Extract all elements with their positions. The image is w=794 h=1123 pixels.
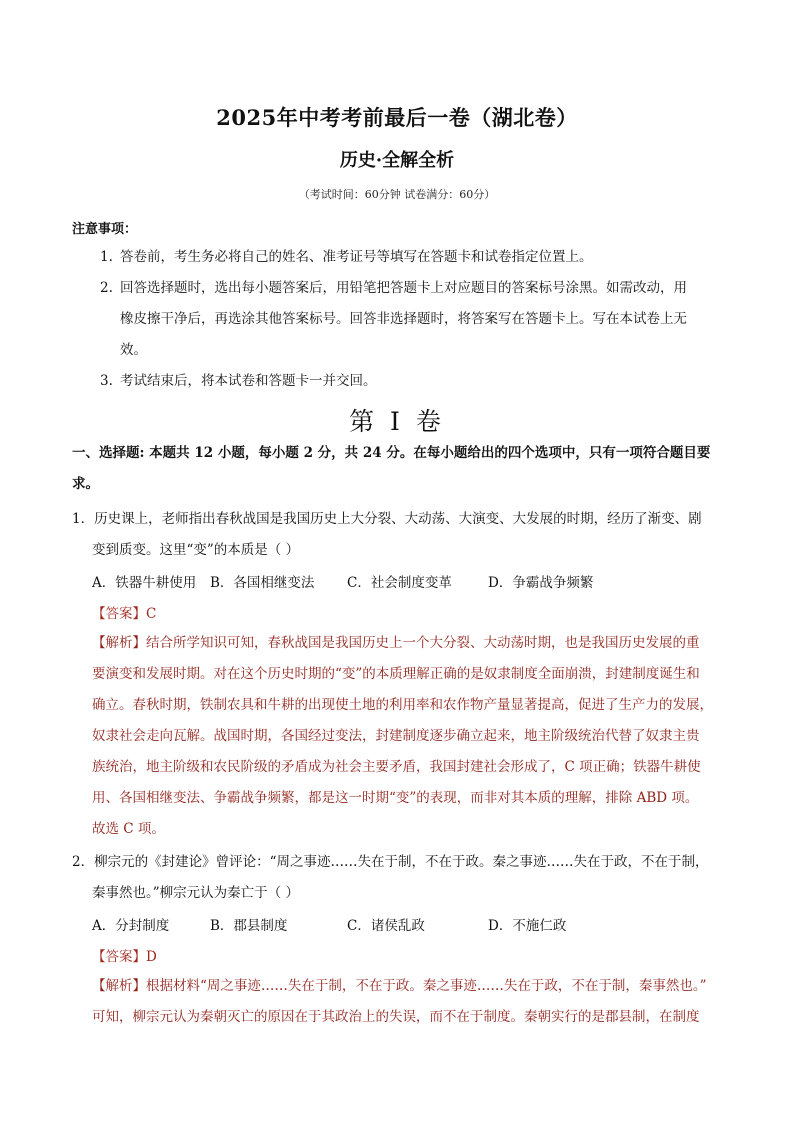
question-stem [72, 504, 732, 566]
document-subtitle: 历史·全解全析 [339, 150, 455, 171]
analysis-line: 确立。春秋时期，铁制农具和牛耕的出现使土地的利用率和农作物产量显著提高，促进了生产力的发展， [92, 697, 713, 713]
notice-item [100, 242, 730, 273]
question-stem-line: 秦事然也。”柳宗元认为秦亡于（ ） [92, 885, 299, 901]
analysis-line: 可知，柳宗元认为秦朝灭亡的原因在于其政治上的失误，而不在于制度。秦朝实行的是郡县制，在制度 [92, 1009, 700, 1025]
question-stem-line: 1．历史课上，老师指出春秋战国是我国历史上大分裂、大动荡、大演变、大发展的时期，经历了渐变、剧 [72, 511, 702, 527]
question-stem [72, 847, 732, 909]
section-title: 第 I 卷 [349, 407, 445, 436]
analysis-line: 根据材料“周之事迹……失在于制，不在于政。秦之事迹……失在于政，不在于制，秦事然也。” [146, 978, 707, 994]
part-intro [72, 438, 732, 500]
answer-line [92, 602, 156, 622]
analysis-line: 结合所学知识可知，春秋战国是我国历史上一个大分裂、大动荡时期，也是我国历史发展的重 [146, 635, 700, 651]
notice-item-number: 3. [100, 373, 113, 389]
option-d: D．不施仁政 [488, 918, 567, 934]
analysis-label: 【解析】 [92, 978, 146, 994]
analysis-line: 族统治，地主阶级和农民阶级的矛盾成为社会主要矛盾，我国封建社会形成了，C 项正确；铁器牛耕使 [92, 759, 701, 775]
option-c: C．社会制度变革 [347, 575, 452, 591]
analysis-block [92, 628, 732, 845]
analysis-line: 故选 C 项。 [92, 821, 165, 837]
answer-line [92, 945, 157, 965]
notice-item-number: 2. [100, 280, 113, 296]
analysis-label: 【解析】 [92, 635, 146, 651]
notice-item-number: 1. [100, 249, 113, 265]
analysis-line: 奴隶社会走向瓦解。战国时期，各国经过变法，封建制度逐步确立起来，地主阶级统治代替了奴隶主贵 [92, 728, 700, 744]
answer-value: C [146, 606, 157, 622]
question-options [92, 571, 732, 595]
question-options [92, 914, 732, 938]
part-intro-line: 一、选择题: 本题共 12 小题，每小题 2 分，共 24 分。在每小题给出的四个选项中，只有一项符合题目要 [72, 445, 711, 461]
option-c: C．诸侯乱政 [347, 918, 425, 934]
notice-item-text: 答卷前，考生务必将自己的姓名、准考证号等填写在答题卡和试卷指定位置上。 [120, 249, 593, 265]
notice-item-text: 回答选择题时，选出每小题答案后，用铅笔把答题卡上对应题目的答案标号涂黑。如需改动，用 [120, 280, 687, 296]
document-title: 2025年中考考前最后一卷（湖北卷） [216, 105, 578, 130]
notice-item-text: 考试结束后，将本试卷和答题卡一并交回。 [120, 373, 377, 389]
notice-heading: 注意事项： [72, 222, 138, 237]
analysis-line: 用、各国相继变法、争霸战争频繁，都是这一时期“变”的表现，而非对其本质的理解，排除 ABD 项。 [92, 790, 699, 806]
notice-item [100, 273, 730, 366]
option-b: B．郡县制度 [210, 918, 288, 934]
analysis-block [92, 971, 732, 1033]
notice-item-text: 橡皮擦干净后，再选涂其他答案标号。回答非选择题时，将答案写在答题卡上。写在本试卷上无 [120, 311, 687, 327]
option-a: A．分封制度 [92, 918, 170, 934]
analysis-line: 要演变和发展时期。对在这个历史时期的“变”的本质理解正确的是奴隶制度全面崩溃，封建制度诞生和 [92, 666, 700, 682]
exam-info: （考试时间：60分钟 试卷满分：60分） [298, 188, 496, 201]
answer-value: D [146, 949, 157, 965]
notice-item-text: 效。 [120, 342, 147, 358]
option-a: A．铁器牛耕使用 [92, 575, 197, 591]
question-stem-line: 变到质变。这里“变”的本质是（ ） [92, 542, 300, 558]
option-d: D．争霸战争频繁 [488, 575, 594, 591]
part-intro-line: 求。 [72, 476, 99, 492]
option-b: B．各国相继变法 [210, 575, 315, 591]
answer-label: 【答案】 [92, 606, 146, 622]
notice-item [100, 366, 730, 397]
question-stem-line: 2．柳宗元的《封建论》曾评论：“周之事迹……失在于制，不在于政。秦之事迹……失在于政，不在于制， [72, 854, 709, 870]
answer-label: 【答案】 [92, 949, 146, 965]
